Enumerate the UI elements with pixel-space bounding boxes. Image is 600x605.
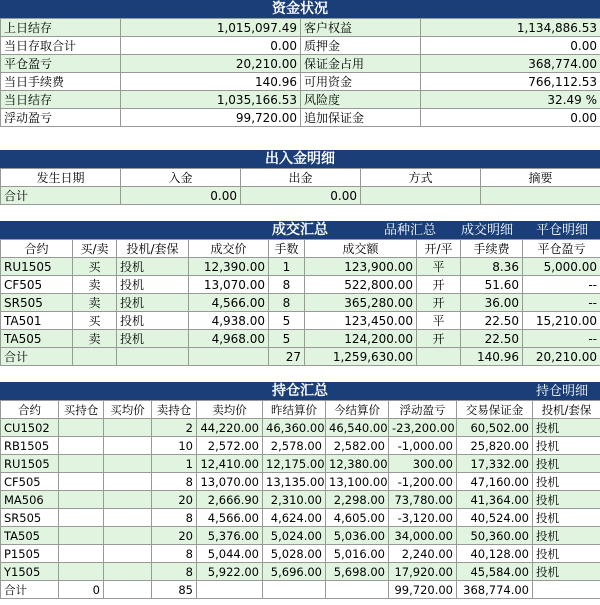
position-cell: Y1505 <box>1 563 59 581</box>
trade-cell: 124,200.00 <box>305 330 417 348</box>
link-product-summary[interactable]: 品种汇总 <box>384 223 437 238</box>
position-cell: 13,100.00 <box>326 473 389 491</box>
position-cell: 13,070.00 <box>197 473 263 491</box>
column-header: 卖持仓 <box>152 401 197 419</box>
position-cell: 46,360.00 <box>263 419 326 437</box>
funds-value: 32.49 % <box>421 91 600 109</box>
position-cell: 17,332.00 <box>457 455 533 473</box>
column-header: 买/卖 <box>73 240 117 258</box>
position-cell: 46,540.00 <box>326 419 389 437</box>
positions-title: 持仓汇总 <box>272 383 328 399</box>
trade-total-pnl: 20,210.00 <box>523 348 600 366</box>
column-header: 买均价 <box>104 401 152 419</box>
position-cell: 12,175.00 <box>263 455 326 473</box>
funds-value: 0.00 <box>421 37 600 55</box>
trade-cell: 卖 <box>73 294 117 312</box>
position-cell: 2,572.00 <box>197 437 263 455</box>
positions-table <box>0 400 600 599</box>
position-row <box>1 437 600 455</box>
trade-total-empty <box>417 348 461 366</box>
position-total-empty <box>263 581 326 599</box>
position-cell <box>59 491 104 509</box>
position-cell: 5,922.00 <box>197 563 263 581</box>
funds-value: 1,015,097.49 <box>121 19 301 37</box>
funds-value: 20,210.00 <box>121 55 301 73</box>
trade-total-empty <box>117 348 189 366</box>
position-cell <box>104 455 152 473</box>
funds-row <box>1 37 600 55</box>
trade-total-label: 合计 <box>1 348 73 366</box>
column-header: 平仓盈亏 <box>523 240 600 258</box>
cashflow-total-withdraw: 0.00 <box>241 187 361 205</box>
funds-row <box>1 73 600 91</box>
trade-cell: 5 <box>269 312 305 330</box>
position-cell: 5,016.00 <box>326 545 389 563</box>
position-total-label: 合计 <box>1 581 59 599</box>
position-cell: 投机 <box>533 473 600 491</box>
position-cell <box>59 545 104 563</box>
trade-total-amount: 1,259,630.00 <box>305 348 417 366</box>
position-cell: 73,780.00 <box>389 491 457 509</box>
position-total-empty <box>197 581 263 599</box>
funds-value: 766,112.53 <box>421 73 600 91</box>
position-cell <box>59 509 104 527</box>
cashflow-total-label: 合计 <box>1 187 121 205</box>
position-cell: 8 <box>152 545 197 563</box>
position-cell: 5,376.00 <box>197 527 263 545</box>
trade-cell: SR505 <box>1 294 73 312</box>
trade-cell: 365,280.00 <box>305 294 417 312</box>
position-cell: 40,128.00 <box>457 545 533 563</box>
position-cell: SR505 <box>1 509 59 527</box>
position-cell: -23,200.00 <box>389 419 457 437</box>
position-cell: 25,820.00 <box>457 437 533 455</box>
position-cell: 8 <box>152 473 197 491</box>
column-header: 成交额 <box>305 240 417 258</box>
trades-title: 成交汇总 <box>272 222 328 238</box>
position-cell: 2,240.00 <box>389 545 457 563</box>
position-total-buy: 0 <box>59 581 104 599</box>
funds-value: 99,720.00 <box>121 109 301 127</box>
position-cell: 1 <box>152 455 197 473</box>
trade-row <box>1 330 600 348</box>
funds-label: 当日存取合计 <box>1 37 121 55</box>
column-header: 交易保证金 <box>457 401 533 419</box>
position-cell: 41,364.00 <box>457 491 533 509</box>
cashflow-total-method <box>361 187 481 205</box>
position-cell: 5,698.00 <box>326 563 389 581</box>
position-cell <box>104 509 152 527</box>
funds-row <box>1 55 600 73</box>
funds-value: 140.96 <box>121 73 301 91</box>
positions-title-bar <box>0 382 600 400</box>
position-cell <box>59 419 104 437</box>
position-cell: 5,036.00 <box>326 527 389 545</box>
position-cell <box>59 437 104 455</box>
position-cell: 投机 <box>533 419 600 437</box>
trade-cell: 1 <box>269 258 305 276</box>
position-cell: 投机 <box>533 545 600 563</box>
funds-label: 当日结存 <box>1 91 121 109</box>
position-cell: 40,524.00 <box>457 509 533 527</box>
position-cell: 2,310.00 <box>263 491 326 509</box>
funds-label: 可用资金 <box>301 73 421 91</box>
link-trade-detail[interactable]: 成交明细 <box>461 223 514 238</box>
trade-cell: 36.00 <box>461 294 523 312</box>
trade-cell: CF505 <box>1 276 73 294</box>
position-total-sell: 85 <box>152 581 197 599</box>
position-cell <box>59 473 104 491</box>
position-cell: 50,360.00 <box>457 527 533 545</box>
funds-label: 风险度 <box>301 91 421 109</box>
column-header: 摘要 <box>481 169 600 187</box>
link-position-detail[interactable]: 持仓明细 <box>536 384 589 399</box>
trade-cell: 5 <box>269 330 305 348</box>
position-total-margin: 368,774.00 <box>457 581 533 599</box>
position-cell: 4,624.00 <box>263 509 326 527</box>
cashflow-section <box>0 150 600 205</box>
trade-total-lots: 27 <box>269 348 305 366</box>
position-total-row <box>1 581 600 599</box>
trade-cell: 4,566.00 <box>189 294 269 312</box>
position-cell: 60,502.00 <box>457 419 533 437</box>
position-cell: P1505 <box>1 545 59 563</box>
position-cell <box>59 527 104 545</box>
position-row <box>1 455 600 473</box>
position-cell <box>104 419 152 437</box>
trade-cell: 买 <box>73 258 117 276</box>
position-cell: 10 <box>152 437 197 455</box>
trade-total-empty <box>73 348 117 366</box>
cashflow-table <box>0 168 600 205</box>
trade-cell: -- <box>523 330 600 348</box>
position-cell: 17,920.00 <box>389 563 457 581</box>
column-header: 手续费 <box>461 240 523 258</box>
trade-cell: 13,070.00 <box>189 276 269 294</box>
funds-label: 追加保证金 <box>301 109 421 127</box>
trade-cell: 15,210.00 <box>523 312 600 330</box>
position-cell: 2,298.00 <box>326 491 389 509</box>
position-cell: 5,696.00 <box>263 563 326 581</box>
trade-cell: 卖 <box>73 276 117 294</box>
position-cell: 300.00 <box>389 455 457 473</box>
position-cell: 8 <box>152 563 197 581</box>
trade-cell: 8.36 <box>461 258 523 276</box>
position-cell: 投机 <box>533 509 600 527</box>
funds-title: 资金状况 <box>0 0 600 18</box>
position-cell: RB1505 <box>1 437 59 455</box>
column-header: 买持仓 <box>59 401 104 419</box>
trade-cell: 开 <box>417 276 461 294</box>
cashflow-title: 出入金明细 <box>0 150 600 168</box>
position-cell <box>104 473 152 491</box>
column-header: 方式 <box>361 169 481 187</box>
position-cell: 5,028.00 <box>263 545 326 563</box>
position-cell: 4,605.00 <box>326 509 389 527</box>
position-cell: 20 <box>152 527 197 545</box>
position-cell: 5,044.00 <box>197 545 263 563</box>
position-cell: MA506 <box>1 491 59 509</box>
position-total-empty <box>104 581 152 599</box>
column-header: 投机/套保 <box>117 240 189 258</box>
position-cell <box>59 455 104 473</box>
column-header: 合约 <box>1 240 73 258</box>
positions-section <box>0 382 600 599</box>
funds-value: 368,774.00 <box>421 55 600 73</box>
position-cell <box>104 437 152 455</box>
trade-cell: 8 <box>269 294 305 312</box>
column-header: 开/平 <box>417 240 461 258</box>
position-cell <box>104 491 152 509</box>
trade-cell: 5,000.00 <box>523 258 600 276</box>
position-row <box>1 419 600 437</box>
position-cell: 45,584.00 <box>457 563 533 581</box>
trade-cell: 开 <box>417 330 461 348</box>
column-header: 浮动盈亏 <box>389 401 457 419</box>
column-header: 入金 <box>121 169 241 187</box>
trade-total-fee: 140.96 <box>461 348 523 366</box>
funds-label: 客户权益 <box>301 19 421 37</box>
link-close-detail[interactable]: 平仓明细 <box>536 223 589 238</box>
position-row <box>1 473 600 491</box>
column-header: 今结算价 <box>326 401 389 419</box>
funds-value: 1,134,886.53 <box>421 19 600 37</box>
trades-section <box>0 221 600 366</box>
trade-cell: 平 <box>417 312 461 330</box>
trade-cell: 522,800.00 <box>305 276 417 294</box>
position-cell <box>104 545 152 563</box>
trade-cell: 51.60 <box>461 276 523 294</box>
trade-cell: 22.50 <box>461 312 523 330</box>
cashflow-total-row <box>1 187 600 205</box>
position-row <box>1 563 600 581</box>
funds-section <box>0 0 600 127</box>
position-row <box>1 509 600 527</box>
trade-cell: -- <box>523 276 600 294</box>
position-cell: 13,135.00 <box>263 473 326 491</box>
position-cell: 投机 <box>533 563 600 581</box>
funds-table <box>0 18 600 127</box>
trade-cell: 投机 <box>117 312 189 330</box>
trade-cell: 22.50 <box>461 330 523 348</box>
trade-cell: 4,938.00 <box>189 312 269 330</box>
trade-cell: 8 <box>269 276 305 294</box>
trade-cell: 投机 <box>117 330 189 348</box>
trade-cell: 投机 <box>117 276 189 294</box>
funds-label: 上日结存 <box>1 19 121 37</box>
position-cell: 34,000.00 <box>389 527 457 545</box>
position-cell: CF505 <box>1 473 59 491</box>
trades-table <box>0 239 600 366</box>
funds-label: 当日手续费 <box>1 73 121 91</box>
position-cell: RU1505 <box>1 455 59 473</box>
trade-cell: 123,450.00 <box>305 312 417 330</box>
funds-label: 质押金 <box>301 37 421 55</box>
position-cell: CU1502 <box>1 419 59 437</box>
funds-row <box>1 109 600 127</box>
position-row <box>1 491 600 509</box>
column-header: 卖均价 <box>197 401 263 419</box>
position-cell <box>104 563 152 581</box>
funds-row <box>1 91 600 109</box>
position-row <box>1 527 600 545</box>
position-cell: -1,200.00 <box>389 473 457 491</box>
funds-value: 1,035,166.53 <box>121 91 301 109</box>
position-cell: 2 <box>152 419 197 437</box>
trade-cell: -- <box>523 294 600 312</box>
position-cell: 12,410.00 <box>197 455 263 473</box>
position-cell: -1,000.00 <box>389 437 457 455</box>
trade-total-empty <box>189 348 269 366</box>
position-cell <box>59 563 104 581</box>
trade-cell: 平 <box>417 258 461 276</box>
position-cell: TA505 <box>1 527 59 545</box>
funds-label: 保证金占用 <box>301 55 421 73</box>
position-cell <box>104 527 152 545</box>
funds-value: 0.00 <box>421 109 600 127</box>
funds-label: 浮动盈亏 <box>1 109 121 127</box>
trade-cell: 投机 <box>117 294 189 312</box>
position-cell: 2,582.00 <box>326 437 389 455</box>
position-cell: 20 <box>152 491 197 509</box>
position-cell: 47,160.00 <box>457 473 533 491</box>
position-cell: 4,566.00 <box>197 509 263 527</box>
funds-label: 平仓盈亏 <box>1 55 121 73</box>
position-cell: -3,120.00 <box>389 509 457 527</box>
trade-row <box>1 276 600 294</box>
column-header: 昨结算价 <box>263 401 326 419</box>
trade-row <box>1 258 600 276</box>
position-cell: 44,220.00 <box>197 419 263 437</box>
trade-cell: 4,968.00 <box>189 330 269 348</box>
column-header: 投机/套保 <box>533 401 600 419</box>
trade-cell: 投机 <box>117 258 189 276</box>
position-cell: 2,666.90 <box>197 491 263 509</box>
trade-cell: RU1505 <box>1 258 73 276</box>
trade-cell: 开 <box>417 294 461 312</box>
cashflow-total-summary <box>481 187 600 205</box>
position-total-empty <box>326 581 389 599</box>
column-header: 合约 <box>1 401 59 419</box>
trade-row <box>1 312 600 330</box>
position-cell: 投机 <box>533 437 600 455</box>
column-header: 手数 <box>269 240 305 258</box>
trade-cell: TA501 <box>1 312 73 330</box>
position-cell: 12,380.00 <box>326 455 389 473</box>
position-cell: 投机 <box>533 527 600 545</box>
trade-cell: 12,390.00 <box>189 258 269 276</box>
trade-total-row <box>1 348 600 366</box>
position-cell: 2,578.00 <box>263 437 326 455</box>
trades-title-bar <box>0 221 600 239</box>
funds-value: 0.00 <box>121 37 301 55</box>
position-cell: 5,024.00 <box>263 527 326 545</box>
position-cell: 投机 <box>533 491 600 509</box>
trade-cell: 买 <box>73 312 117 330</box>
position-total-pnl: 99,720.00 <box>389 581 457 599</box>
cashflow-total-deposit: 0.00 <box>121 187 241 205</box>
position-total-empty <box>533 581 600 599</box>
position-cell: 8 <box>152 509 197 527</box>
trade-cell: 卖 <box>73 330 117 348</box>
trade-row <box>1 294 600 312</box>
column-header: 发生日期 <box>1 169 121 187</box>
position-cell: 投机 <box>533 455 600 473</box>
funds-row <box>1 19 600 37</box>
column-header: 出金 <box>241 169 361 187</box>
column-header: 成交价 <box>189 240 269 258</box>
trade-cell: TA505 <box>1 330 73 348</box>
position-row <box>1 545 600 563</box>
trade-cell: 123,900.00 <box>305 258 417 276</box>
